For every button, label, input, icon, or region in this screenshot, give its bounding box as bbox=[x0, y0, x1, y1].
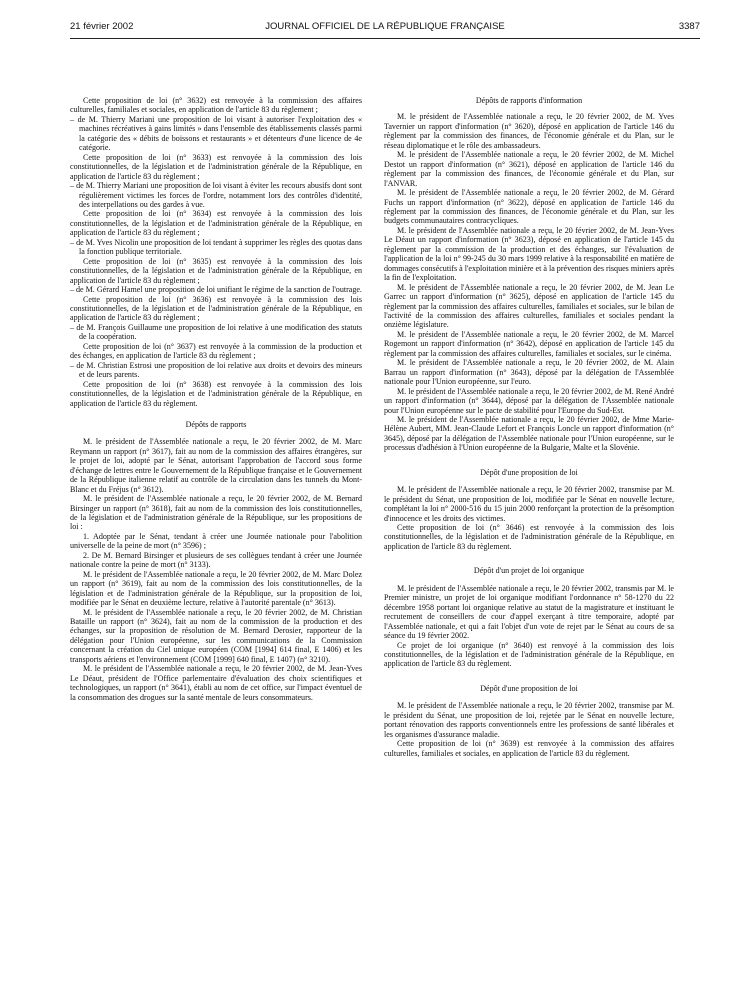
paragraph: Cette proposition de loi (n° 3646) est renvoyée à la commission des lois constitutionnelles, de la législation et de l'administration générale de la République, en application de l'article 83 du règlement. bbox=[384, 523, 674, 551]
paragraph: M. le président de l'Assemblée nationale a reçu, le 20 février 2002, de M. Marcel Rogemont un rapport d'information (n° 3642), déposé en application de l'article 145 du règlement par la commission des affaires culturelles, familiales et sociales, sur le cinéma. bbox=[384, 329, 674, 358]
section-heading: Dépôts de rapports d'information bbox=[475, 96, 583, 105]
paragraph: 2. De M. Bernard Birsinger et plusieurs de ses collègues tendant à créer une Journée nationale contre la peine de mort (n° 3133). bbox=[70, 550, 362, 570]
paragraph: Cette proposition de loi (n° 3633) est renvoyée à la commission des lois constitutionnelles, de la législation et de l'administration générale de la République, en application de l'article 83 du règlement ; bbox=[70, 152, 362, 181]
paragraph: Cette proposition de loi (n° 3636) est renvoyée à la commission des lois constitutionnelles, de la législation et de l'administration générale de la République, en application de l'article 83 du règlement ; bbox=[70, 294, 362, 323]
list-item: – de M. Thierry Mariani une proposition de loi visant à éviter les recours abusifs dont sont régulièrement victimes les forces de l'ordre, notamment lors des contrôles d'identité, des interpellations ou des gardes à vue. bbox=[70, 181, 362, 209]
paragraph: M. le président de l'Assemblée nationale a reçu, le 20 février 2002, de M. Yves Tavernier un rapport d'information (n° 3620), déposé en application de l'article 146 du règlement par la commission des finances, de l'économie générale et du Plan, sur le réseau diplomatique et le rôle des ambassadeurs. bbox=[384, 112, 674, 150]
list-item: – de M. Gérard Hamel une proposition de loi unifiant le régime de la sanction de l'outrage. bbox=[70, 285, 362, 295]
list-item: – de M. Thierry Mariani une proposition de loi visant à autoriser l'exploitation des « machines récréatives à gains limités » dans l'ensemble des établissements classés parmi la catégorie des « débits de boissons et restaurants » et détenteurs d'une licence de 4e catégorie. bbox=[70, 114, 362, 153]
paragraph: M. le président de l'Assemblée nationale a reçu, le 20 février 2002, de M. Michel Destot un rapport d'information (n° 3621), déposé en application de l'article 146 du règlement par la commission des finances, de l'économie générale et du Plan, sur l'ANVAR. bbox=[384, 150, 674, 188]
paragraph: M. le président de l'Assemblée nationale a reçu, le 20 février 2002, de Mme Marie-Hélène Aubert, MM. Jean-Claude Lefort et François Loncle un rapport d'information (n° 3645), déposé par la délégation de l'Assemblée nationale pour l'Union européenne, sur le processus d'adhésion à l'Union européenne de la Bulgarie, Malte et la Slovénie. bbox=[384, 414, 674, 453]
paragraph: M. le président de l'Assemblée nationale a reçu, le 20 février 2002, transmise par M. le président du Sénat, une proposition de loi, modifiée par le Sénat en nouvelle lecture, complétant la loi n° 2000-516 du 15 juin 2000 renforçant la protection de la présomption d'innocence et les droits des victimes. bbox=[384, 485, 674, 523]
paragraph: M. le président de l'Assemblée nationale a reçu, le 20 février 2002, de M. René André un rapport d'information (n° 3644), déposé par la délégation de l'Assemblée nationale pour l'Union européenne sur le pacte de stabilité pour l'Europe du Sud-Est. bbox=[384, 386, 674, 415]
paragraph: M. le président de l'Assemblée nationale a reçu, le 20 février 2002, de M. Marc Reymann un rapport (n° 3617), fait au nom de la commission des affaires étrangères, sur le projet de loi, adopté par le Sénat, autorisant l'approbation de l'accord sous forme d'échange de lettres entre le Gouvernement de la République française et le Gouvernement de la République italienne relatif au contrôle de la circulation dans les tunnels du Mont-Blanc et du Fréjus (n° 3612). bbox=[70, 437, 362, 494]
paragraph: M. le président de l'Assemblée nationale a reçu, le 20 février 2002, de M. Gérard Fuchs un rapport d'information (n° 3622), déposé en application de l'article 146 du règlement par la commission des finances, de l'économie générale et du Plan, sur les budgets communautaires contracycliques. bbox=[384, 188, 674, 226]
paragraph: Cette proposition de loi (n° 3635) est renvoyée à la commission des lois constitutionnelles, de la législation et de l'administration générale de la République, en application de l'article 83 du règlement ; bbox=[70, 256, 362, 285]
paragraph: Cette proposition de loi (n° 3634) est renvoyée à la commission des lois constitutionnelles, de la législation et de l'administration générale de la République, en application de l'article 83 du règlement ; bbox=[70, 209, 362, 238]
paragraph: Cette proposition de loi (n° 3638) est renvoyée à la commission des lois constitutionnelles, de la législation et de l'administration générale de la République, en application de l'article 83 du règlement. bbox=[70, 379, 362, 408]
paragraph: M. le président de l'Assemblée nationale a reçu, le 20 février 2002, de M. Alain Barrau un rapport d'information (n° 3643), déposé par la délégation de l'Assemblée nationale pour l'Union européenne, sur l'euro. bbox=[384, 358, 674, 387]
section-heading: Dépôt d'un projet de loi organique bbox=[473, 566, 585, 576]
section-heading: Dépôt d'une proposition de loi bbox=[480, 467, 578, 477]
journal-title: JOURNAL OFFICIEL DE LA RÉPUBLIQUE FRANÇAISE bbox=[265, 21, 505, 32]
header-date: 21 février 2002 bbox=[70, 21, 134, 32]
paragraph: M. le président de l'Assemblée nationale a reçu, le 20 février 2002, de M. Bernard Birsinger un rapport (n° 3618), fait au nom de la commission des lois constitutionnelles, de la législation et de l'administration générale de la République, sur les propositions de loi : bbox=[70, 494, 362, 532]
right-column bbox=[384, 96, 674, 758]
section-heading: Dépôt d'une proposition de loi bbox=[480, 683, 578, 693]
paragraph: M. le président de l'Assemblée nationale a reçu, le 20 février 2002, de M. Jean-Yves Le Déaut, président de l'Office parlementaire d'évaluation des choix scientifiques et technologiques, un rapport (n° 3641), établi au nom de cet office, sur l'impact éventuel de la consommation des drogues sur la santé mentale de leurs consommateurs. bbox=[70, 664, 362, 702]
section-heading: Dépôts de rapports bbox=[185, 419, 247, 429]
paragraph: M. le président de l'Assemblée nationale a reçu, le 20 février 2002, transmis par M. le Premier ministre, un projet de loi organique modifiant l'ordonnance n° 58-1270 du 22 décembre 1958 portant loi organique relative au statut de la magistrature et instituant le recrutement de conseillers de cour d'appel exerçant à titre temporaire, adopté par l'Assemblée nationale, et qui a fait l'objet d'un vote de rejet par le Sénat au cours de sa séance du 19 février 2002. bbox=[384, 583, 674, 641]
paragraph: M. le président de l'Assemblée nationale a reçu, le 20 février 2002, de M. Christian Bataille un rapport (n° 3624), fait au nom de la commission de la production et des échanges, sur la proposition de résolution de M. Bernard Derosier, rapporteur de la délégation pour l'Union européenne, sur les communications de la Commission concernant la création du Ciel unique européen (COM [1994] 614 final, E 1406) et les transports aériens et l'environnement (COM [1999] 640 final, E 1407) (n° 3210). bbox=[70, 607, 362, 664]
paragraph: 1. Adoptée par le Sénat, tendant à créer une Journée nationale pour l'abolition universelle de la peine de mort (n° 3596) ; bbox=[70, 531, 362, 551]
left-column bbox=[70, 96, 362, 702]
paragraph: Ce projet de loi organique (n° 3640) est renvoyé à la commission des lois constitutionnelles, de la législation et de l'administration générale de la République, en application de l'article 83 du règlement. bbox=[384, 640, 674, 669]
list-item: – de M. François Guillaume une proposition de loi relative à une modification des statuts de la coopération. bbox=[70, 322, 362, 342]
paragraph: M. le président de l'Assemblée nationale a reçu, le 20 février 2002, transmise par M. le président du Sénat, une proposition de loi, rejetée par le Sénat en nouvelle lecture, portant rénovation des rapports conventionnels entre les professions de santé libérales et les organismes d'assurance maladie. bbox=[384, 701, 674, 739]
paragraph: Cette proposition de loi (n° 3639) est renvoyée à la commission des affaires culturelles, familiales et sociales, en application de l'article 83 du règlement. bbox=[384, 739, 674, 758]
paragraph: Cette proposition de loi (n° 3632) est renvoyée à la commission des affaires culturelles, familiales et sociales, en application de l'article 83 du règlement ; bbox=[70, 96, 362, 115]
paragraph: Cette proposition de loi (n° 3637) est renvoyée à la commission de la production et des échanges, en application de l'article 83 du règlement ; bbox=[70, 341, 362, 361]
paragraph: M. le président de l'Assemblée nationale a reçu, le 20 février 2002, de M. Jean Le Garrec un rapport d'information (n° 3625), déposé en application de l'article 145 du règlement par la commission des affaires culturelles, familiales et sociales, sur le bilan de l'activité de la commission des affaires culturelles, familiales et sociales pendant la onzième législature. bbox=[384, 282, 674, 330]
paragraph: M. le président de l'Assemblée nationale a reçu, le 20 février 2002, de M. Jean-Yves Le Déaut un rapport d'information (n° 3623), déposé en application de l'article 145 du règlement par la commission de la production et des échanges, sur l'évaluation de l'application de la loi n° 99-245 du 30 mars 1999 relative à la responsabilité en matière de dommages consécutifs à l'exploitation minière et à la prévention des risques miniers après la fin de l'exploitation. bbox=[384, 225, 674, 283]
page-header bbox=[70, 18, 700, 39]
paragraph: M. le président de l'Assemblée nationale a reçu, le 20 février 2002, de M. Marc Dolez un rapport (n° 3619), fait au nom de la commission des lois constitutionnelles, de la législation et de l'administration générale de la République, sur la proposition de loi, modifiée par le Sénat en deuxième lecture, relative à l'autorité parentale (n° 3613). bbox=[70, 569, 362, 608]
list-item: – de M. Yves Nicolin une proposition de loi tendant à supprimer les règles des quotas dans la fonction publique territoriale. bbox=[70, 237, 362, 257]
page-number: 3387 bbox=[678, 21, 700, 32]
list-item: – de M. Christian Estrosi une proposition de loi relative aux droits et devoirs des mineurs et de leurs parents. bbox=[70, 360, 362, 380]
